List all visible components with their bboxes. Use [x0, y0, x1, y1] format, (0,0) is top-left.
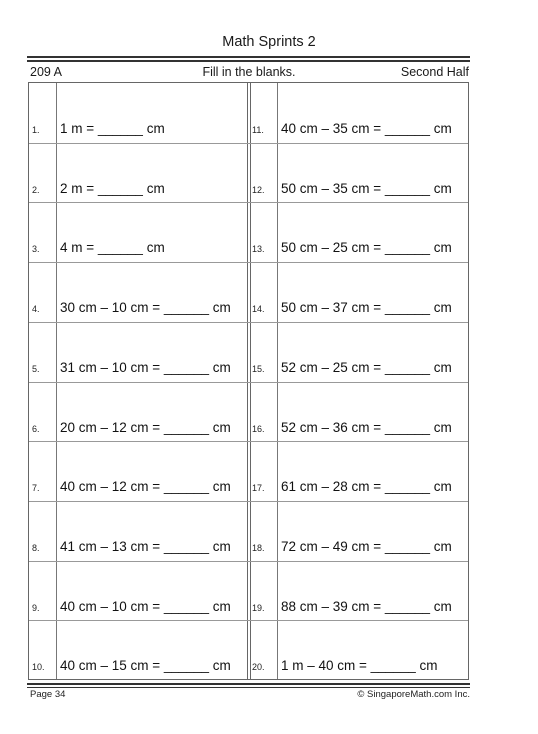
problem-expression: 52 cm – 25 cm = ______ cm: [281, 359, 452, 375]
problem-expression: 31 cm – 10 cm = ______ cm: [60, 359, 231, 375]
footer-rule: [27, 683, 470, 685]
problem-expression: 50 cm – 25 cm = ______ cm: [281, 240, 452, 256]
problem-number: 19.: [252, 602, 265, 613]
problem-number: 1.: [32, 125, 40, 135]
problem-number: 16.: [252, 423, 265, 434]
header-rule: [27, 60, 470, 62]
problem-number: 15.: [252, 363, 265, 374]
page-title: Math Sprints 2: [222, 34, 316, 50]
row-divider: [29, 322, 468, 323]
row-divider: [29, 143, 468, 144]
row-divider: [29, 561, 468, 562]
problem-number: 10.: [32, 662, 45, 673]
problem-number: 3.: [32, 244, 40, 255]
sheet-code: 209 A: [30, 65, 62, 79]
page-number: Page 34: [30, 689, 66, 700]
problem-expression: 40 cm – 10 cm = ______ cm: [60, 598, 231, 614]
problem-number: 17.: [252, 483, 265, 494]
row-divider: [29, 501, 468, 502]
problem-expression: 88 cm – 39 cm = ______ cm: [281, 598, 452, 614]
instruction-text: Fill in the blanks.: [202, 65, 296, 79]
row-divider: [29, 620, 468, 621]
problem-number: 11.: [252, 125, 264, 135]
problem-number: 12.: [252, 184, 265, 195]
header-rule: [27, 56, 470, 58]
problem-expression: 50 cm – 35 cm = ______ cm: [281, 180, 452, 196]
problem-expression: 61 cm – 28 cm = ______ cm: [281, 479, 452, 495]
problem-number: 6.: [32, 423, 40, 434]
problem-expression: 4 m = ______ cm: [60, 240, 165, 256]
problem-expression: 40 cm – 12 cm = ______ cm: [60, 479, 231, 495]
copyright-text: © SingaporeMath.com Inc.: [357, 689, 470, 700]
problem-number: 9.: [32, 602, 40, 613]
problem-expression: 1 m – 40 cm = ______ cm: [281, 658, 438, 674]
problem-number: 2.: [32, 184, 40, 195]
problem-number: 5.: [32, 363, 40, 374]
problem-number: 14.: [252, 304, 265, 315]
problem-expression: 40 cm – 35 cm = ______ cm: [281, 121, 452, 136]
footer-rule: [27, 687, 470, 688]
problem-expression: 2 m = ______ cm: [60, 180, 165, 196]
problem-expression: 50 cm – 37 cm = ______ cm: [281, 300, 452, 316]
problem-number: 7.: [32, 483, 40, 494]
problem-number: 4.: [32, 304, 40, 315]
problem-expression: 72 cm – 49 cm = ______ cm: [281, 538, 452, 554]
row-divider: [29, 441, 468, 442]
row-divider: [29, 262, 468, 263]
section-label: Second Half: [400, 65, 469, 79]
problem-expression: 20 cm – 12 cm = ______ cm: [60, 419, 231, 435]
problem-expression: 52 cm – 36 cm = ______ cm: [281, 419, 452, 435]
problem-expression: 1 m = ______ cm: [60, 121, 165, 136]
problem-number: 13.: [252, 244, 265, 255]
problem-number: 8.: [32, 542, 40, 553]
problem-expression: 40 cm – 15 cm = ______ cm: [60, 658, 231, 674]
row-divider: [29, 382, 468, 383]
problem-number: 20.: [252, 662, 265, 673]
problem-number: 18.: [252, 542, 265, 553]
problem-expression: 30 cm – 10 cm = ______ cm: [60, 300, 231, 316]
problem-expression: 41 cm – 13 cm = ______ cm: [60, 538, 231, 554]
row-divider: [29, 202, 468, 203]
problem-grid: [28, 82, 469, 680]
